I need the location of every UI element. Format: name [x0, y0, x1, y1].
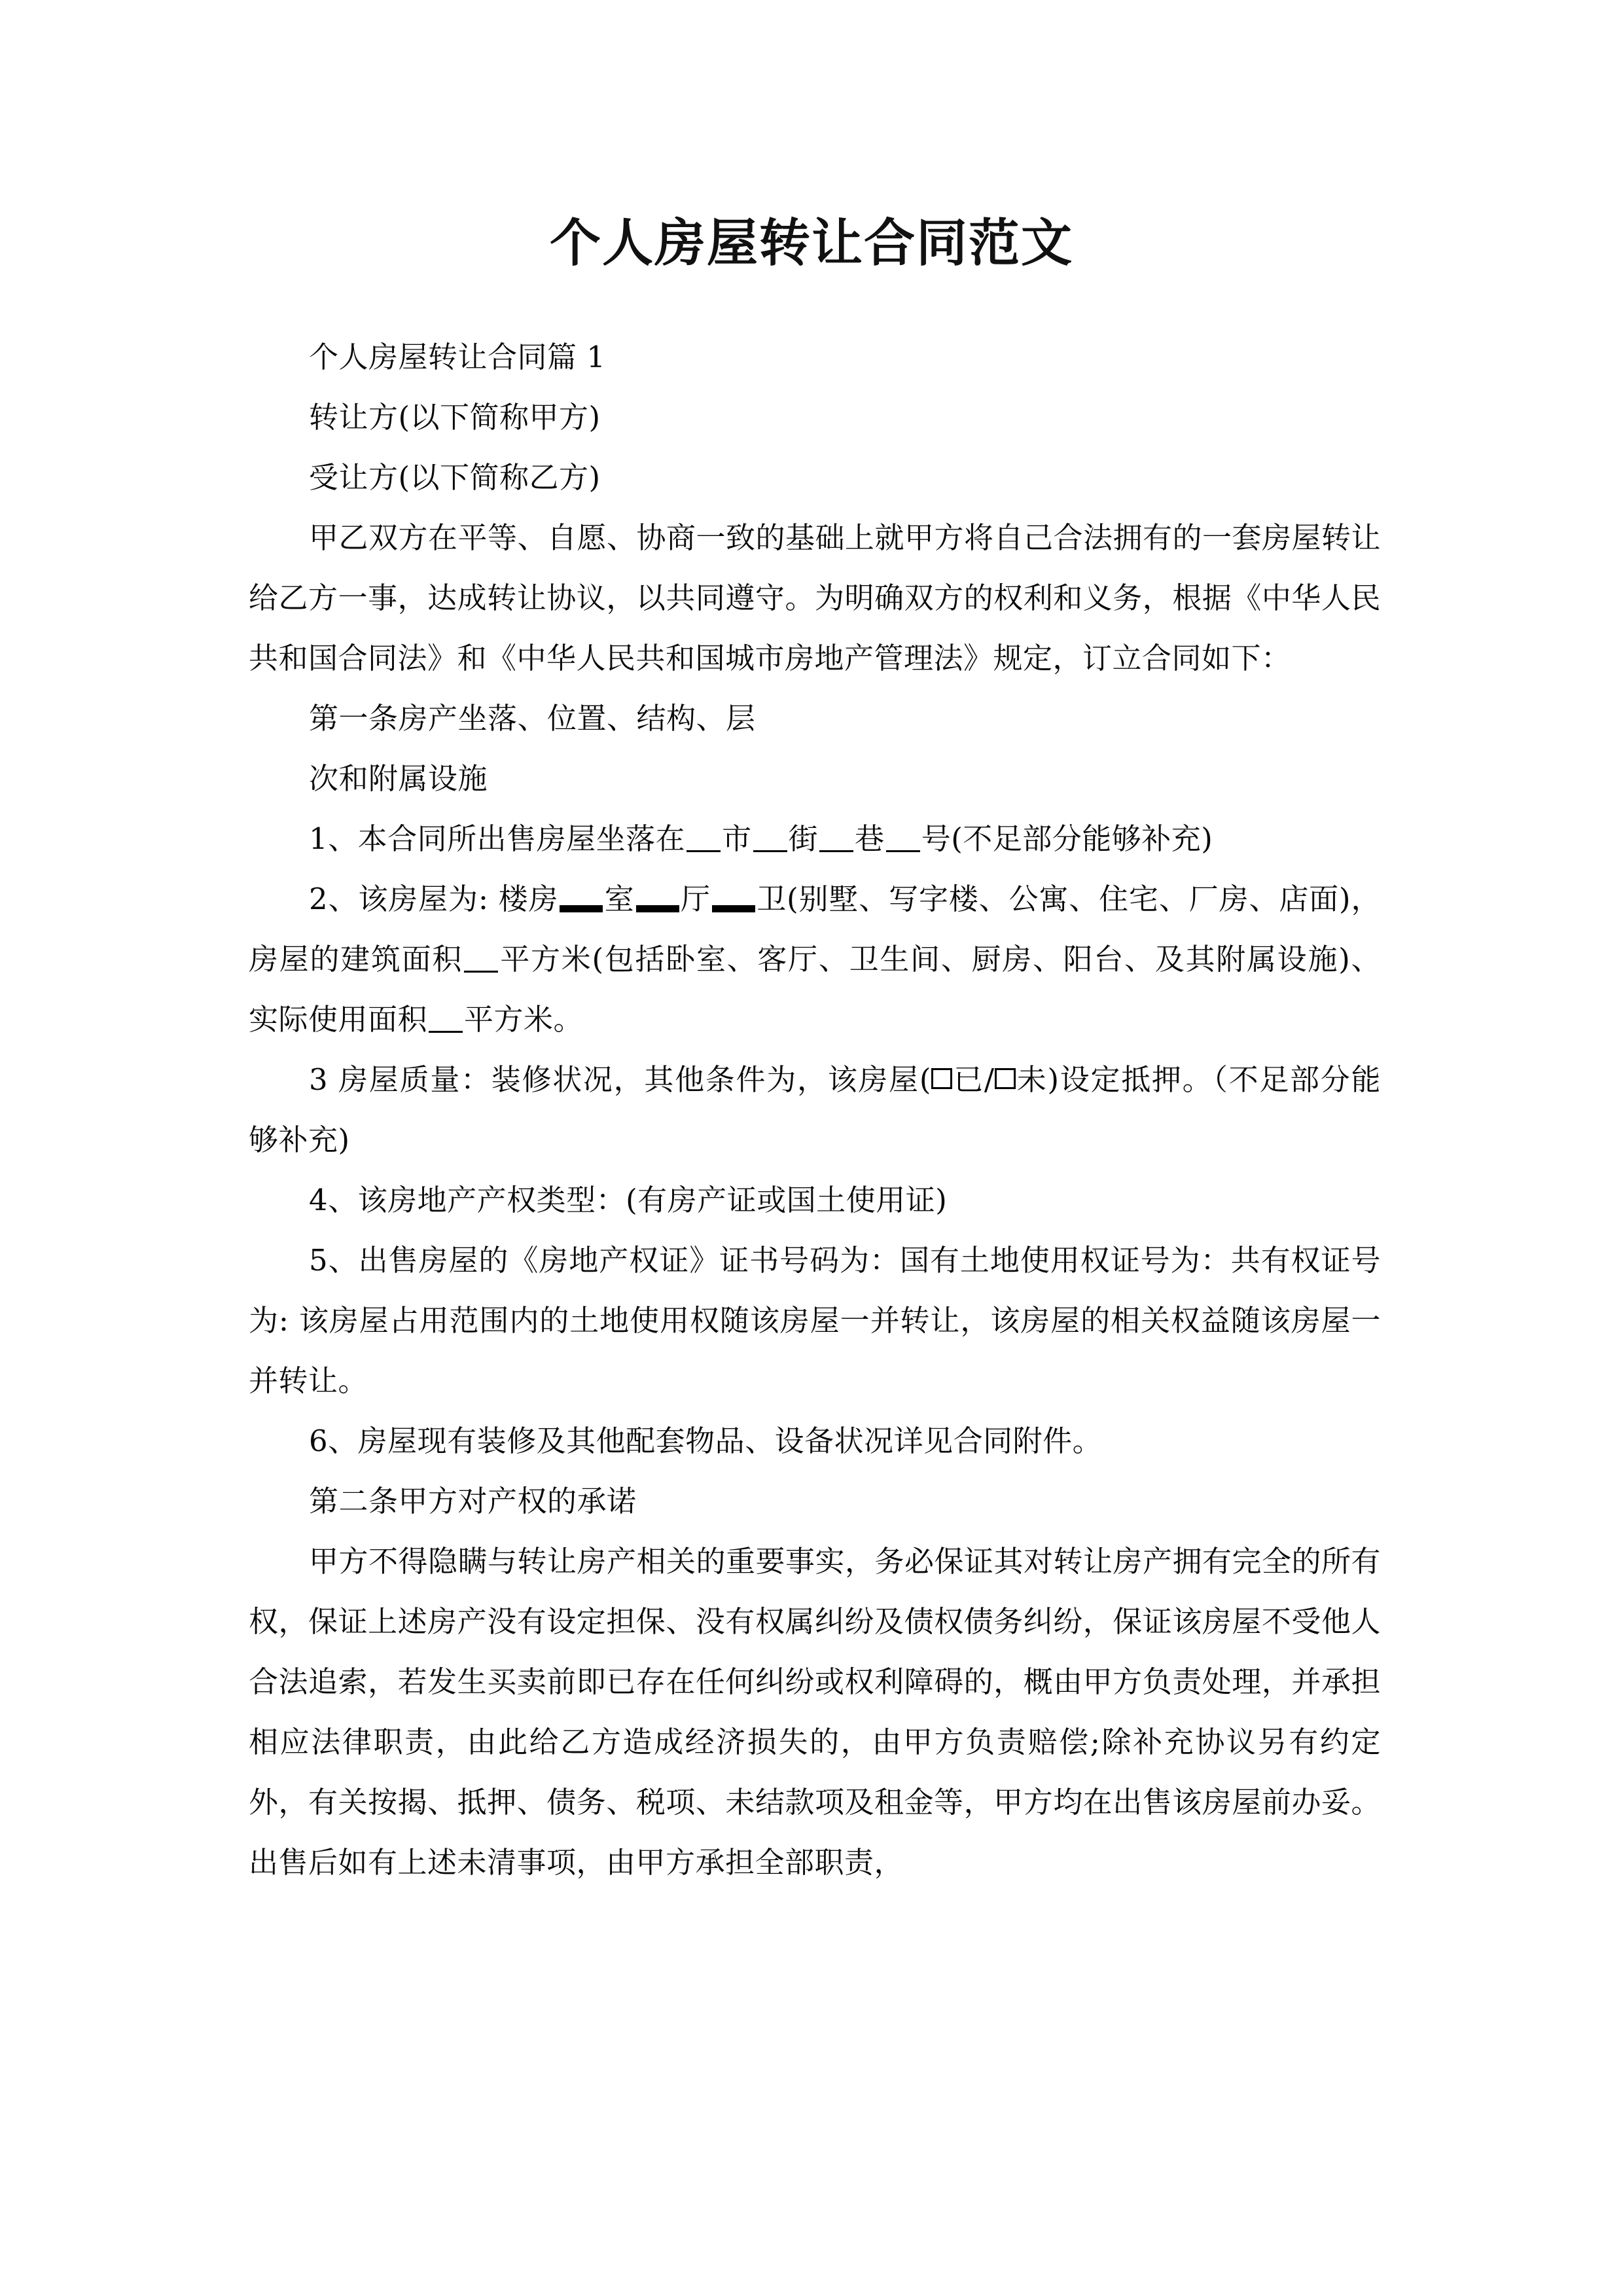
article-two-heading: 第二条甲方对产权的承诺 — [309, 1484, 637, 1518]
clause-item-1 — [249, 809, 1381, 869]
clause-2-text-f: 平方米。 — [464, 1002, 584, 1037]
clause-item-6: 6、房屋现有装修及其他配套物品、设备状况详见合同附件。 — [309, 1424, 1103, 1458]
clause-1-text-a: 1、本合同所出售房屋坐落在 — [309, 821, 686, 856]
document-body — [249, 327, 1381, 1893]
checkbox-mortgaged-yes-icon[interactable] — [931, 1068, 952, 1089]
blank-baths[interactable] — [712, 879, 755, 913]
clause-item-4: 4、该房地产产权类型：(有房产证或国土使用证) — [309, 1183, 948, 1217]
clause-item-3 — [249, 1050, 1381, 1170]
clause-3-text-c: 未)设定抵押。（不足部分能够补充) — [249, 1062, 1381, 1157]
checkbox-mortgaged-no-icon[interactable] — [995, 1068, 1016, 1089]
clause-item-5: 5、出售房屋的《房地产权证》证书号码为：国有土地使用权证号为：共有权证号为: 该房屋占用范围内的土地使用权随该房屋一并转让，该房屋的相关权益随该房屋一并转让。 — [249, 1243, 1381, 1398]
clause-2-text-b: 室 — [604, 882, 635, 916]
clause-2-text-e: 平方米(包括卧室、客厅、卫生间、厨房、阳台、及其附属设施)、实际使用面积 — [249, 942, 1381, 1037]
clause-item-2 — [249, 869, 1381, 1050]
clause-1-text-b: 市 — [722, 821, 752, 856]
page-title: 个人房屋转让合同范文 — [549, 213, 1073, 274]
clause-2-text-a: 2、该房屋为: 楼房 — [309, 882, 559, 916]
clause-1-text-d: 巷 — [855, 821, 885, 856]
blank-rooms[interactable] — [560, 879, 603, 913]
article-one-heading-continued: 次和附属设施 — [309, 761, 488, 796]
party-a-line: 转让方(以下简称甲方) — [309, 400, 601, 435]
clause-2-text-d: 卫(别墅、写字楼、公寓、住宅、厂房、店面)，房屋的建筑面积 — [249, 882, 1381, 977]
article-two-paragraph: 甲方不得隐瞒与转让房产相关的重要事实，务必保证其对转让房产拥有完全的所有权，保证上述房产没有设定担保、没有权属纠纷及债权债务纠纷，保证该房屋不受他人合法追索，若发生买卖前即已存在任何纠纷或权利障碍的，概由甲方负责处理，并承担相应法律职责，由此给乙方造成经济损失的，由甲方负责赔偿;除补充协议另有约定外，有关按揭、抵押、债务、税项、未结款项及租金等，甲方均在出售该房屋前办妥。出售后如有上述未清事项，由甲方承担全部职责， — [249, 1544, 1382, 1880]
clause-1-text-e: 号(不足部分能够补充) — [921, 821, 1213, 856]
blank-city[interactable] — [687, 823, 721, 853]
blank-built-area[interactable] — [464, 943, 498, 973]
clause-2-text-c: 厅 — [680, 882, 711, 916]
clause-3-text-a: 3 房屋质量：装修状况，其他条件为，该房屋( — [309, 1062, 931, 1097]
sample-heading: 个人房屋转让合同篇 1 — [309, 340, 606, 374]
blank-lane[interactable] — [819, 823, 853, 853]
article-one-heading: 第一条房产坐落、位置、结构、层 — [309, 701, 756, 736]
blank-usable-area[interactable] — [429, 1003, 463, 1033]
blank-halls[interactable] — [636, 879, 679, 913]
party-b-line: 受让方(以下简称乙方) — [309, 460, 601, 495]
blank-number[interactable] — [886, 823, 920, 853]
blank-street[interactable] — [753, 823, 787, 853]
clause-3-text-b: 已/ — [952, 1062, 995, 1097]
clause-1-text-c: 街 — [788, 821, 819, 856]
preamble-paragraph: 甲乙双方在平等、自愿、协商一致的基础上就甲方将自己合法拥有的一套房屋转让给乙方一事，达成转让协议，以共同遵守。为明确双方的权利和义务，根据《中华人民共和国合同法》和《中华人民共和国城市房地产管理法》规定，订立合同如下： — [249, 520, 1382, 675]
